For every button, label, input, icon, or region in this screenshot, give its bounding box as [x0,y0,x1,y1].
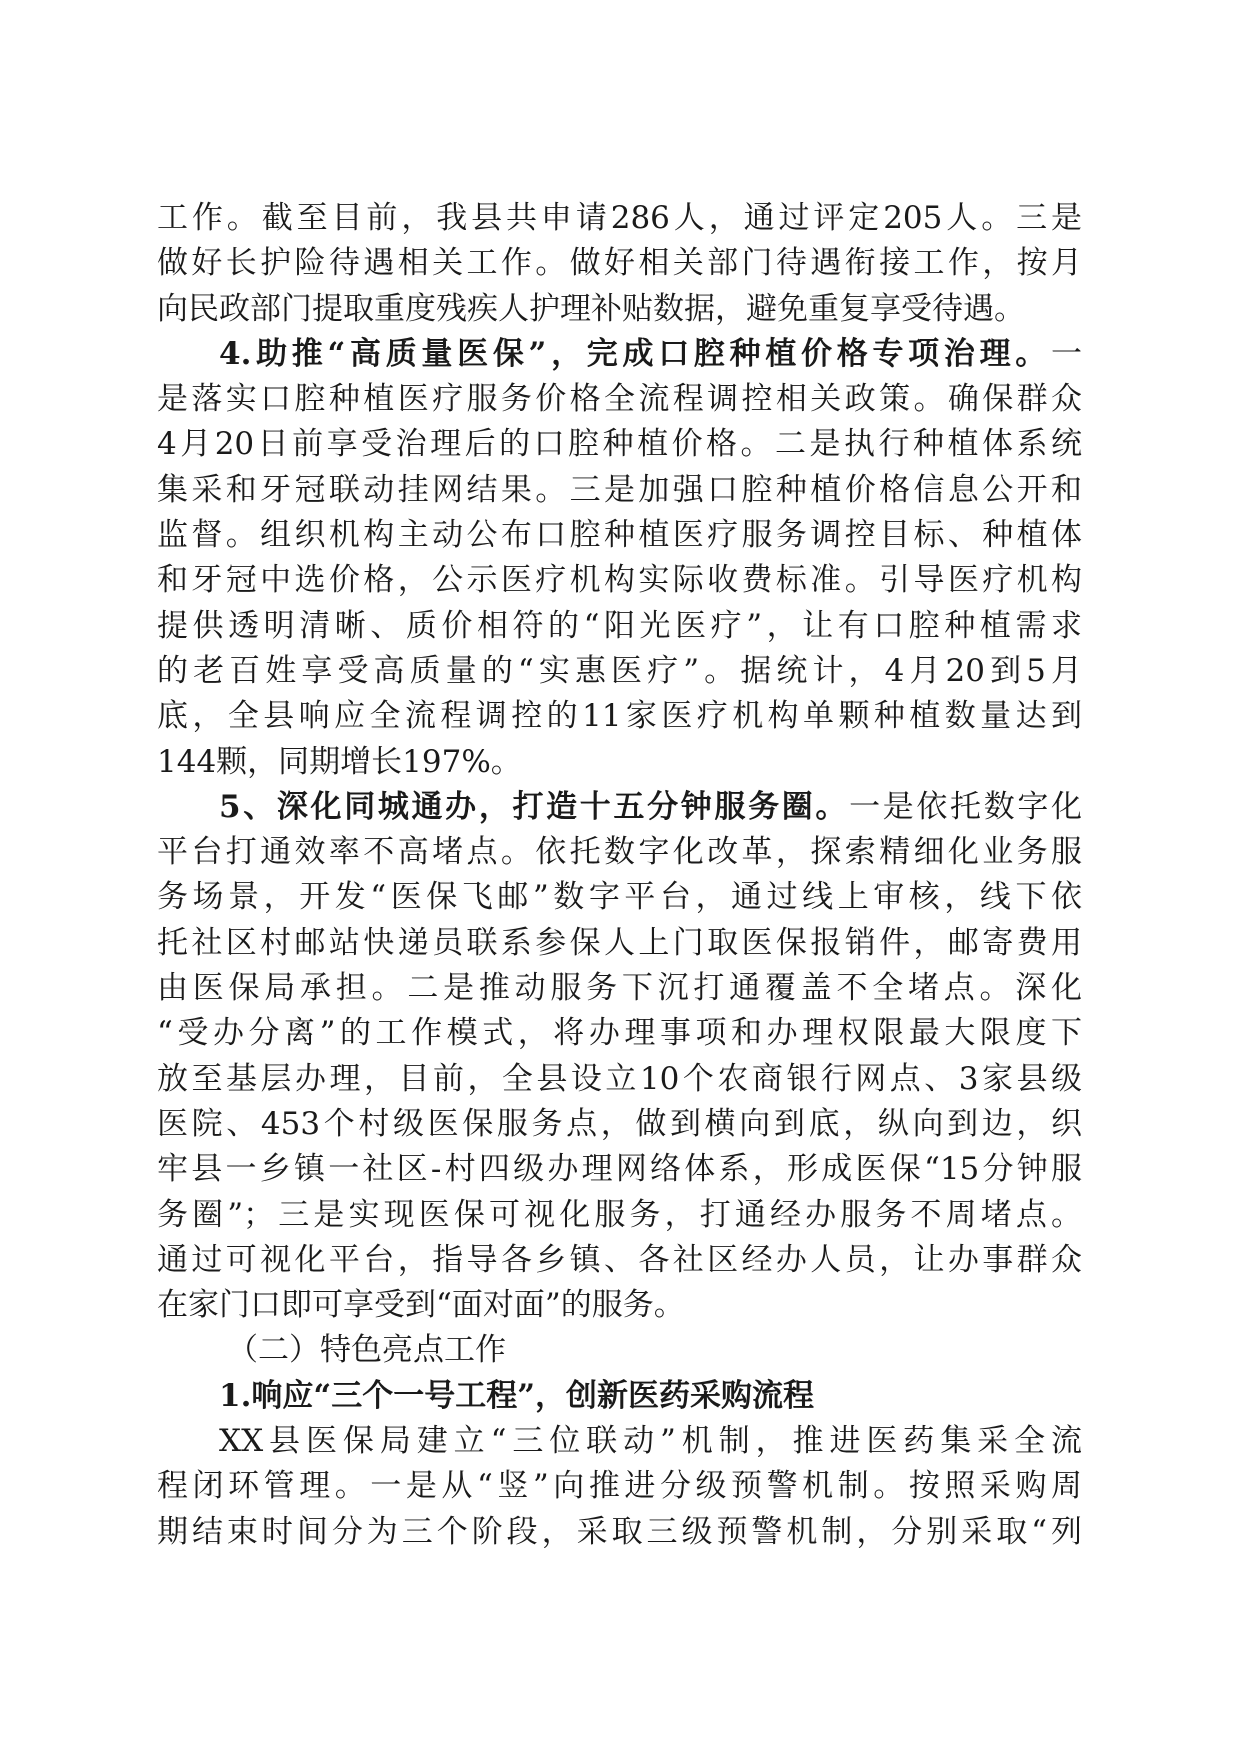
paragraph-line: 144颗，同期增长197%。 [157,743,522,780]
paragraph-text: 一 [1051,335,1082,372]
paragraph-line: 是落实口腔种植医疗服务价格全流程调控相关政策。确保群众 [157,381,1082,418]
paragraph-line: 医院、453个村级医保服务点，做到横向到底，纵向到边，织 [157,1105,1082,1142]
paragraph-line: 的老百姓享受高质量的“实惠医疗”。据统计，4月20到5月 [157,652,1082,689]
section-heading: 1.响应“三个一号工程”，创新医药采购流程 [219,1377,815,1414]
paragraph-line: XX县医保局建立“三位联动”机制，推进医药集采全流 [219,1423,1082,1460]
paragraph-line: 通过可视化平台，指导各乡镇、各社区经办人员，让办事群众 [157,1241,1082,1278]
paragraph-line: 托社区村邮站快递员联系参保人上门取医保报销件，邮寄费用 [157,924,1082,961]
paragraph-line: 底，全县响应全流程调控的11家医疗机构单颗种植数量达到 [157,698,1082,735]
paragraph-line: 放至基层办理，目前，全县设立10个农商银行网点、3家县级 [157,1060,1082,1097]
section-heading-line [157,332,1082,377]
paragraph-line: 平台打通效率不高堵点。依托数字化改革，探索精细化业务服 [157,834,1082,871]
document-page [157,196,1082,1555]
paragraph-line: 务圈”；三是实现医保可视化服务，打通经办服务不周堵点。 [157,1196,1082,1233]
paragraph-line: 程闭环管理。一是从“竖”向推进分级预警机制。按照采购周 [157,1468,1082,1505]
section-heading-line [157,1374,1082,1419]
paragraph-text: 一是依托数字化 [849,788,1082,825]
paragraph-line: 牢县一乡镇一社区-村四级办理网络体系，形成医保“15分钟服 [157,1151,1082,1188]
section-heading-line [157,785,1082,830]
paragraph-line: 工作。截至目前，我县共申请286人，通过评定205人。三是 [157,200,1082,236]
paragraph-line: 监督。组织机构主动公布口腔种植医疗服务调控目标、种植体 [157,517,1082,554]
paragraph-line: 由医保局承担。二是推动服务下沉打通覆盖不全堵点。深化 [157,970,1082,1007]
paragraph-line: “受办分离”的工作模式，将办理事项和办理权限最大限度下 [157,1015,1082,1052]
paragraph-line: 提供透明清晰、质价相符的“阳光医疗”，让有口腔种植需求 [157,607,1082,644]
paragraph-line: 集采和牙冠联动挂网结果。三是加强口腔种植价格信息公开和 [157,471,1082,508]
subsection-heading: （二）特色亮点工作 [227,1332,506,1369]
paragraph-line: 在家门口即可享受到“面对面”的服务。 [157,1287,685,1324]
paragraph-line: 4月20日前享受治理后的口腔种植价格。二是执行种植体系统 [157,426,1082,463]
paragraph-line: 务场景，开发“医保飞邮”数字平台，通过线上审核，线下依 [157,879,1082,916]
paragraph-line: 向民政部门提取重度残疾人护理补贴数据，避免重复享受待遇。 [157,290,1025,327]
section-heading: 5、深化同城通办，打造十五分钟服务圈。 [219,788,850,825]
section-heading: 4.助推“高质量医保”，完成口腔种植价格专项治理。 [219,335,1051,372]
paragraph-line: 期结束时间分为三个阶段，采取三级预警机制，分别采取“列 [157,1513,1082,1550]
paragraph-line: 和牙冠中选价格，公示医疗机构实际收费标准。引导医疗机构 [157,562,1082,599]
paragraph-line: 做好长护险待遇相关工作。做好相关部门待遇衔接工作，按月 [157,245,1082,282]
